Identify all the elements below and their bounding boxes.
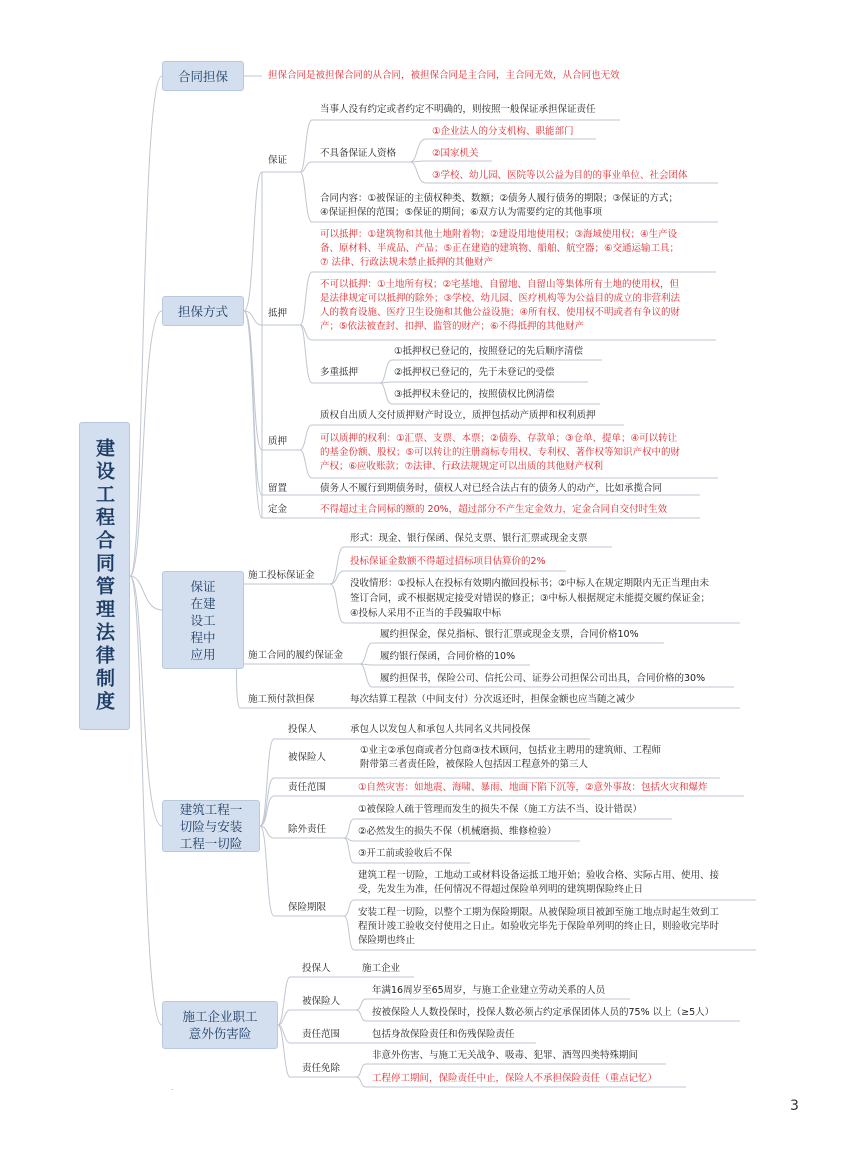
multiple-mortgage-item: ③抵押权未登记的，按照债权比例清偿 <box>394 389 555 400</box>
wai-insurer-text: 施工企业 <box>362 963 401 974</box>
pledge-label: 质押 <box>268 436 288 447</box>
mortgage-allowed-3: ⑦ 法律、行政法规未禁止抵押的其他财产 <box>320 257 494 268</box>
car-period-a-2: 受，先发生为准，任何情况不得超过保险单列明的建筑期保险终止日 <box>358 884 644 895</box>
advance-payment-text: 每次结算工程款（中间支付）分次返还时，担保金额也应当随之减少 <box>350 694 636 705</box>
wai-insured-item: 年满16周岁至65周岁，与施工企业建立劳动关系的人员 <box>372 985 606 996</box>
contract-guarantee-text: 担保合同是被担保合同的从合同，被担保合同是主合同，主合同无效，从合同也无效 <box>268 70 620 81</box>
wai-exempt-label: 责任免除 <box>302 1063 341 1074</box>
performance-bond-label: 施工合同的履约保证金 <box>248 650 344 661</box>
unqualified-item: ③学校、幼儿园、医院等以公益为目的的事业单位、社会团体 <box>432 170 688 181</box>
performance-bond-item: 履约担保金，保兑指标、银行汇票或现金支票，合同价格10% <box>380 629 639 640</box>
title-line: 应用 <box>190 646 216 662</box>
bid-bond-label: 施工投标保证金 <box>248 570 315 581</box>
car-scope-text: ①自然灾害：如地震、海啸、暴雨、地面下陷下沉等，②意外事故：包括火灾和爆炸 <box>358 782 708 793</box>
category-contract-guarantee[interactable]: 合同担保 <box>162 61 244 91</box>
page-number: 3 <box>790 1098 799 1114</box>
lien-label: 留置 <box>268 483 288 494</box>
title-line: 建筑工程一 <box>179 801 243 817</box>
decorative-dot: . <box>171 1083 174 1092</box>
mortgage-allowed-2: 备、原材料、半成品、产品；⑤正在建造的建筑物、船舶、航空器；⑥交通运输工具； <box>320 243 680 254</box>
bid-bond-forfeit-2: 签订合同，或不根据规定接受对错误的修正；③中标人根据规定未能提交履约保证金； <box>350 593 711 604</box>
guarantee-contract-content: 合同内容：①被保证的主债权种类、数额；②债务人履行债务的期限；③保证的方式； <box>320 193 679 204</box>
bid-bond-forfeit: 没收情形：①投标人在投标有效期内撤回投标书；②中标人在规定期限内无正当理由未 <box>350 578 710 589</box>
guarantee-default-rule: 当事人没有约定或者约定不明确的，则按照一般保证承担保证责任 <box>320 104 596 115</box>
advance-payment-label: 施工预付款担保 <box>248 694 315 705</box>
car-scope-label: 责任范围 <box>288 782 327 793</box>
wai-insurer-label: 投保人 <box>302 963 331 974</box>
wai-scope-label: 责任范围 <box>302 1029 341 1040</box>
title-line: 设工 <box>190 612 216 628</box>
pledge-rights-2: 的基金份额、股权；⑤可以转让的注册商标专用权、专利权、著作权等知识产权中的财 <box>320 447 681 458</box>
multiple-mortgage-label: 多重抵押 <box>320 367 359 378</box>
multiple-mortgage-item: ②抵押权已登记的，先于未登记的受偿 <box>394 367 555 378</box>
multiple-mortgage-item: ①抵押权已登记的，按照登记的先后顺序清偿 <box>394 346 584 357</box>
wai-exempt-item: 工程停工期间，保险责任中止，保险人不承担保险责任（重点记忆） <box>372 1073 658 1084</box>
car-insured-text-2: 附带第三者责任险，被保险人包括因工程意外的第三人 <box>360 759 589 770</box>
wai-scope-text: 包括身故保险责任和伤残保险责任 <box>372 1029 515 1040</box>
mortgage-forbidden-3: 人的教育设施、医疗卫生设施和其他公益设施；④所有权、使用权不明或者有争议的财 <box>320 307 681 318</box>
unqualified-item: ②国家机关 <box>432 148 479 159</box>
mortgage-forbidden: 不可以抵押：①土地所有权；②宅基地、自留地、自留山等集体所有土地的使用权，但 <box>320 279 680 290</box>
wai-insured-label: 被保险人 <box>302 996 341 1007</box>
guarantee-label: 保证 <box>268 155 288 166</box>
category-guarantee-in-construction[interactable] <box>162 571 244 669</box>
deposit-text: 不得超过主合同标的额的 20%，超过部分不产生定金效力，定金合同自交付时生效 <box>320 504 668 515</box>
title-line: 在建 <box>190 595 216 611</box>
car-period-label: 保险期限 <box>288 902 327 913</box>
mortgage-allowed: 可以抵押：①建筑物和其他土地附着物；②建设用地使用权；③海域使用权；④生产设 <box>320 229 678 240</box>
category-guarantee-methods[interactable]: 担保方式 <box>162 296 244 326</box>
mortgage-forbidden-4: 产；⑤依法被查封、扣押、监管的财产；⑥不得抵押的其他财产 <box>320 321 585 332</box>
car-period-a: 建筑工程一切险，工地动工或材料设备运抵工地开始；验收合格、实际占用、使用、接 <box>358 870 720 881</box>
performance-bond-item: 履约担保书，保险公司、信托公司、证券公司担保公司出具，合同价格的30% <box>380 673 706 684</box>
bid-bond-form: 形式：现金、银行保函、保兑支票、银行汇票或现金支票 <box>350 533 588 544</box>
car-insurer-label: 投保人 <box>288 724 317 735</box>
car-exclusion-label: 除外责任 <box>288 824 327 835</box>
unqualified-item: ①企业法人的分支机构、职能部门 <box>432 126 574 137</box>
category-construction-all-risk[interactable] <box>162 800 260 852</box>
car-insurer-text: 承包人以发包人和承包人共同名义共同投保 <box>350 724 531 735</box>
category-worker-accident-insurance[interactable] <box>162 1001 278 1049</box>
car-period-b-3: 保险期也终止 <box>358 935 416 946</box>
lien-text: 债务人不履行到期债务时，债权人对已经合法占有的债务人的动产，比如承揽合同 <box>320 483 663 494</box>
wai-insured-item: 按被保险人人数投保时，投保人数必须占约定承保团体人员的75% 以上（≥5人） <box>372 1007 715 1018</box>
pledge-establish: 质权自出质人交付质押财产时设立，质押包括动产质押和权利质押 <box>320 410 596 421</box>
mortgage-label: 抵押 <box>268 308 288 319</box>
title-line: 意外伤害险 <box>188 1026 252 1041</box>
mortgage-forbidden-2: 是法律规定可以抵押的除外；③学校、幼儿园、医疗机构等为公益目的成立的非营利法 <box>320 293 681 304</box>
title-line: 切险与安装 <box>179 818 243 834</box>
car-period-b: 安装工程一切险，以整个工期为保险期限。从被保险项目被卸至施工地点时起生效到工 <box>358 907 720 918</box>
pledge-rights: 可以质押的权利：①汇票、支票、本票；②债券、存款单；③仓单、提单；④可以转让 <box>320 433 678 444</box>
pledge-rights-3: 产权；⑥应收账款；⑦法律、行政法规规定可以出质的其他财产权利 <box>320 461 604 472</box>
guarantee-contract-content-2: ④保证担保的范围；⑤保证的期间；⑥双方认为需要约定的其他事项 <box>320 207 603 218</box>
title-line: 保证 <box>190 578 216 594</box>
root-node[interactable] <box>79 422 130 730</box>
car-exclusion-item: ③开工前或验收后不保 <box>358 848 453 859</box>
unqualified-guarantor-label: 不具备保证人资格 <box>320 148 397 159</box>
car-insured-text: ①业主②承包商或者分包商③技术顾问，包括业主聘用的建筑师、工程师 <box>360 745 662 756</box>
performance-bond-item: 履约银行保函，合同价格的10% <box>380 651 516 662</box>
title-line: 施工企业职工 <box>182 1009 258 1024</box>
wai-exempt-item: 非意外伤害、与施工无关战争、吸毒、犯罪、酒驾四类特殊期间 <box>372 1050 639 1061</box>
car-insured-label: 被保险人 <box>288 752 327 763</box>
deposit-label: 定金 <box>268 504 288 515</box>
title-line: 程中 <box>190 629 216 645</box>
root-title: 建设工程合同管理法律制度 <box>93 438 115 714</box>
car-period-b-2: 程预计竣工验收交付使用之日止。如验收完毕先于保险单列明的终止日，则验收完毕时 <box>358 921 720 932</box>
car-exclusion-item: ②必然发生的损失不保（机械磨损、维修检验） <box>358 826 557 837</box>
title-line: 工程一切险 <box>179 835 243 851</box>
bid-bond-limit: 投标保证金数额不得超过招标项目估算价的2% <box>350 556 546 567</box>
bid-bond-forfeit-3: ④投标人采用不正当的手段骗取中标 <box>350 608 502 619</box>
car-exclusion-item: ①被保险人疏于管理而发生的损失不保（施工方法不当、设计错误） <box>358 804 643 815</box>
